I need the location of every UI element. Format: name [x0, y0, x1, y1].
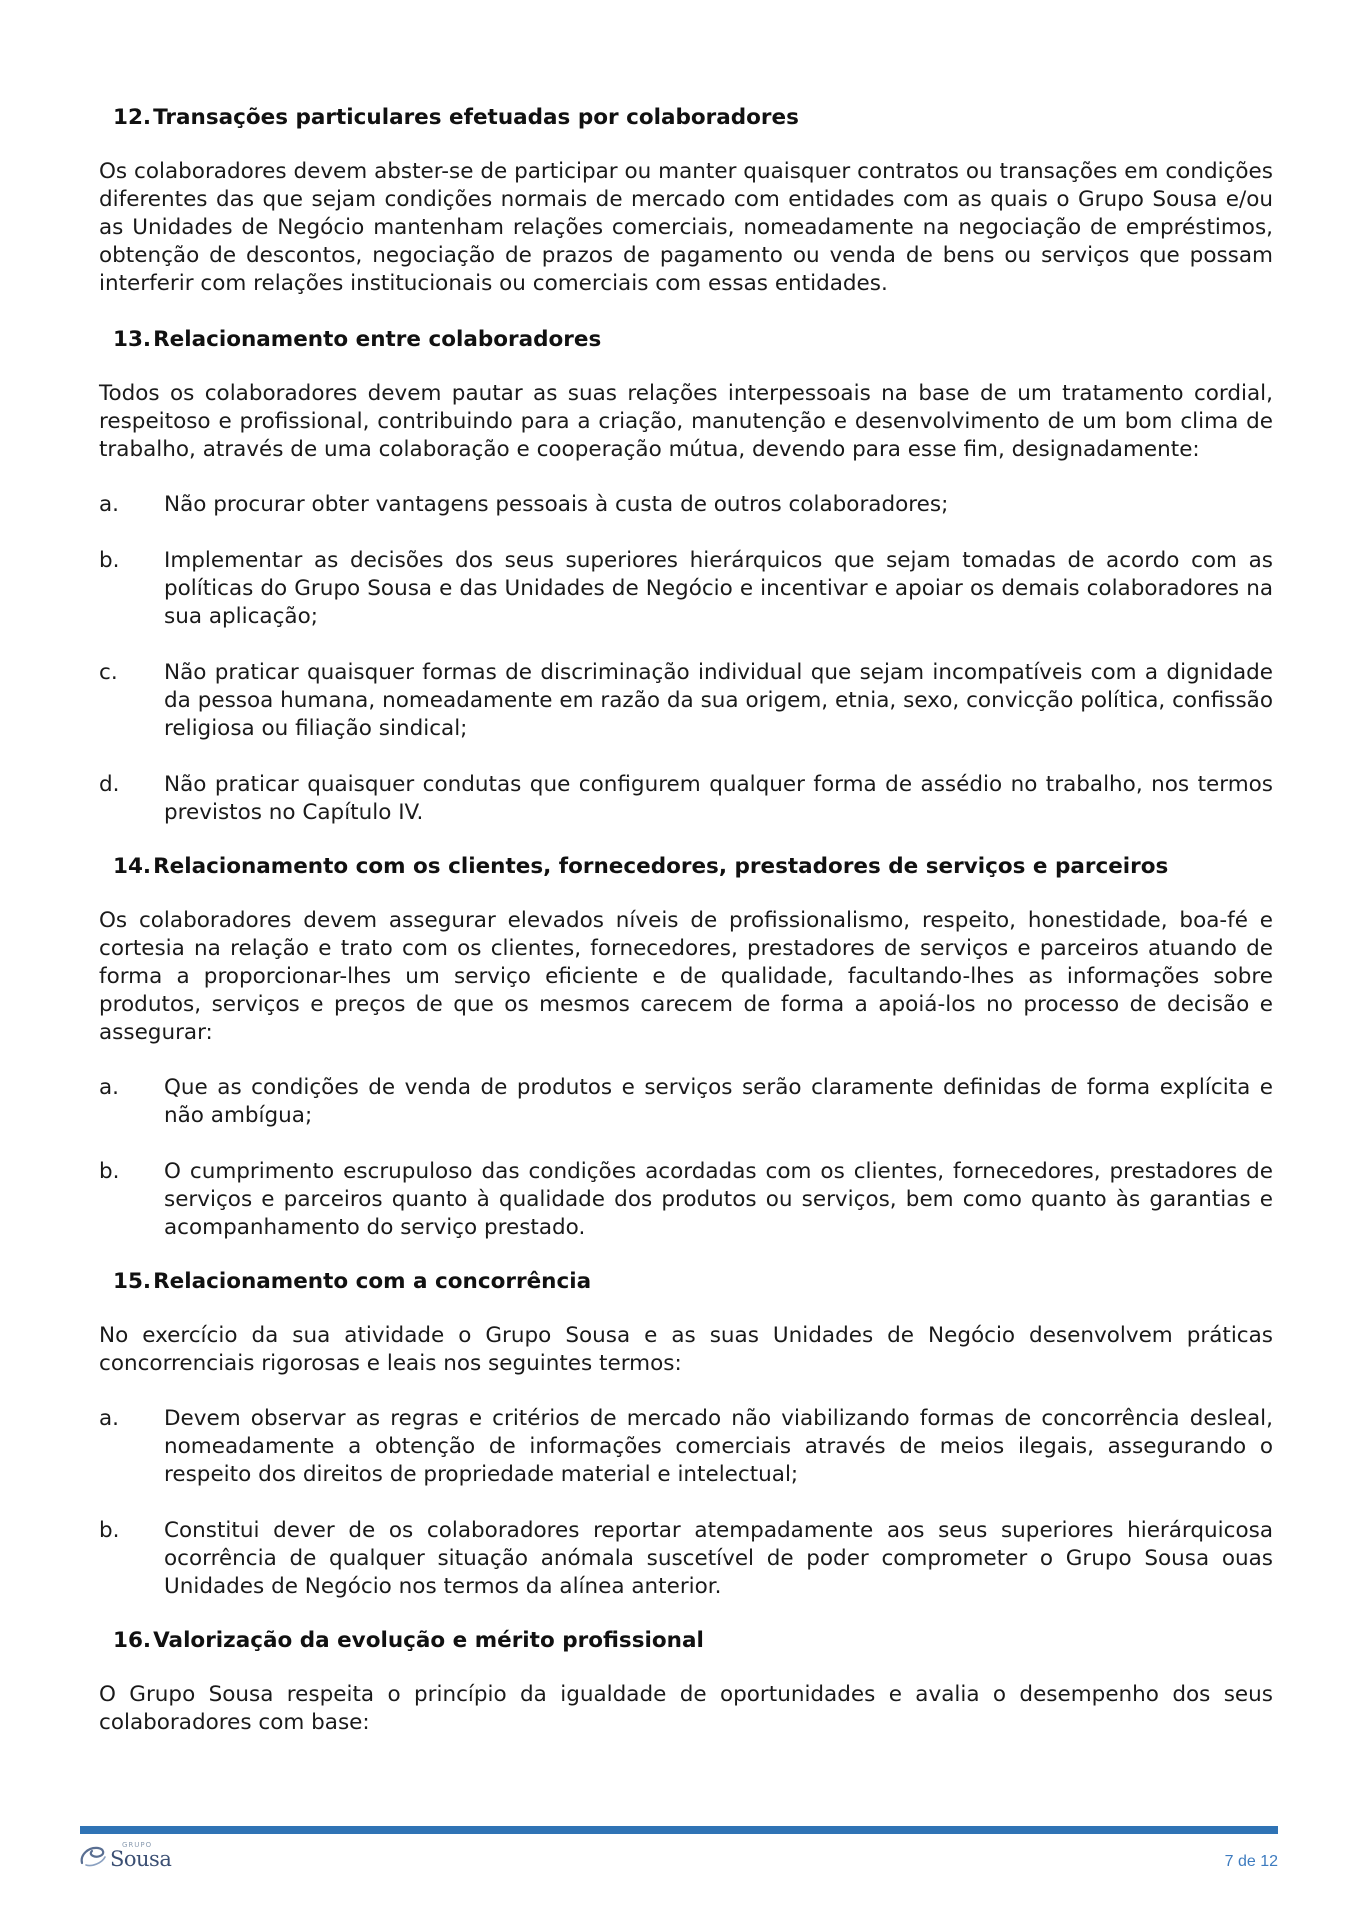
section-number: 16. [113, 1628, 152, 1653]
section-paragraph: O Grupo Sousa respeita o princípio da igualdade de oportunidades e avalia o desempenho dos seus colaboradores com base: [99, 1682, 1273, 1735]
footer-rule [80, 1826, 1278, 1834]
list-item-letter: a. [99, 492, 120, 517]
section-paragraph: Todos os colaboradores devem pautar as suas relações interpessoais na base de um tratamento cordial, respeitoso e profissional, contribuindo para a criação, manutenção e desenvolvimento de um bom clima de trabalho, através de uma colaboração e cooperação mútua, devendo para esse fim, designadamente: [99, 381, 1273, 462]
section-paragraph: Os colaboradores devem abster-se de participar ou manter quaisquer contratos ou transações em condições diferentes das que sejam condições normais de mercado com entidades com as quais o Grupo Sousa e/ou as Unidades de Negócio mantenham relações comerciais, nomeadamente na negociação de empréstimos, obtenção de descontos, negociação de prazos de pagamento ou venda de bens ou serviços que possam interferir com relações institucionais ou comerciais com essas entidades. [99, 159, 1273, 296]
section-14 [99, 853, 1273, 1242]
section-13 [99, 326, 1273, 827]
list-item-letter: a. [99, 1075, 120, 1100]
section-title: Relacionamento com os clientes, fornecedores, prestadores de serviços e parceiros [153, 854, 1169, 879]
logo-small-text: GRUPO [122, 1841, 153, 1849]
page-number: 7 de 12 [1224, 1853, 1278, 1870]
section-heading [113, 104, 1273, 132]
document-body [99, 104, 1273, 1737]
section-title: Relacionamento com a concorrência [153, 1269, 592, 1294]
list-item-letter: b. [99, 1518, 120, 1543]
list-item-text: Não praticar quaisquer formas de discriminação individual que sejam incompatíveis com a dignidade da pessoa humana, nomeadamente em razão da sua origem, etnia, sexo, convicção política, confissão religiosa ou filiação sindical; [164, 660, 1273, 741]
list-item [99, 1074, 1273, 1130]
section-title: Valorização da evolução e mérito profissional [153, 1628, 704, 1653]
list-item-text: Que as condições de venda de produtos e serviços serão claramente definidas de forma explícita e não ambígua; [164, 1075, 1273, 1128]
list-item-letter: c. [99, 660, 118, 685]
section-number: 13. [113, 327, 152, 352]
section-title: Transações particulares efetuadas por colaboradores [153, 105, 799, 130]
list-item-text: Constitui dever de os colaboradores reportar atempadamente aos seus superiores hierárquicosa ocorrência de qualquer situação anómala suscetível de poder comprometer o Grupo Sousa ouas Unidades de Negócio nos termos da alínea anterior. [164, 1518, 1273, 1599]
list-item-letter: d. [99, 772, 120, 797]
section-12 [99, 104, 1273, 298]
section-16 [99, 1627, 1273, 1737]
section-title: Relacionamento entre colaboradores [153, 327, 602, 352]
section-heading [113, 1627, 1273, 1655]
section-15 [99, 1268, 1273, 1601]
section-number: 14. [113, 854, 152, 879]
logo-text: Sousa [110, 1847, 172, 1871]
list-item-letter: b. [99, 1159, 120, 1184]
section-heading [113, 853, 1273, 881]
list-item-text: O cumprimento escrupuloso das condições acordadas com os clientes, fornecedores, prestadores de serviços e parceiros quanto à qualidade dos produtos ou serviços, bem como quanto às garantias e acompanhamento do serviço prestado. [164, 1159, 1273, 1240]
list-item [99, 547, 1273, 631]
section-paragraph: Os colaboradores devem assegurar elevados níveis de profissionalismo, respeito, honestidade, boa-fé e cortesia na relação e trato com os clientes, fornecedores, prestadores de serviços e parceiros atuando de forma a proporcionar-lhes um serviço eficiente e de qualidade, facultando-lhes as informações sobre produtos, serviços e preços de que os mesmos carecem de forma a apoiá-los no processo de decisão e assegurar: [99, 908, 1273, 1045]
list-item-letter: b. [99, 548, 120, 573]
section-number: 12. [113, 105, 152, 130]
list-item [99, 1517, 1273, 1601]
list-item [99, 491, 1273, 519]
list-item [99, 1158, 1273, 1242]
company-logo [78, 1842, 171, 1870]
list-item-text: Não praticar quaisquer condutas que configurem qualquer forma de assédio no trabalho, nos termos previstos no Capítulo IV. [164, 772, 1273, 825]
section-paragraph: No exercício da sua atividade o Grupo Sousa e as suas Unidades de Negócio desenvolvem práticas concorrenciais rigorosas e leais nos seguintes termos: [99, 1323, 1273, 1376]
list-item [99, 659, 1273, 743]
list-item-text: Não procurar obter vantagens pessoais à custa de outros colaboradores; [164, 492, 949, 517]
list-item-text: Devem observar as regras e critérios de mercado não viabilizando formas de concorrência desleal, nomeadamente a obtenção de informações comerciais através de meios ilegais, assegurando o respeito dos direitos de propriedade material e intelectual; [164, 1406, 1273, 1487]
list-item-letter: a. [99, 1406, 120, 1431]
list-item [99, 1405, 1273, 1489]
logo-swirl-icon [78, 1843, 108, 1869]
section-number: 15. [113, 1269, 152, 1294]
section-heading [113, 326, 1273, 354]
section-heading [113, 1268, 1273, 1296]
list-item [99, 771, 1273, 827]
list-item-text: Implementar as decisões dos seus superiores hierárquicos que sejam tomadas de acordo com as políticas do Grupo Sousa e das Unidades de Negócio e incentivar e apoiar os demais colaboradores na sua aplicação; [164, 548, 1273, 629]
